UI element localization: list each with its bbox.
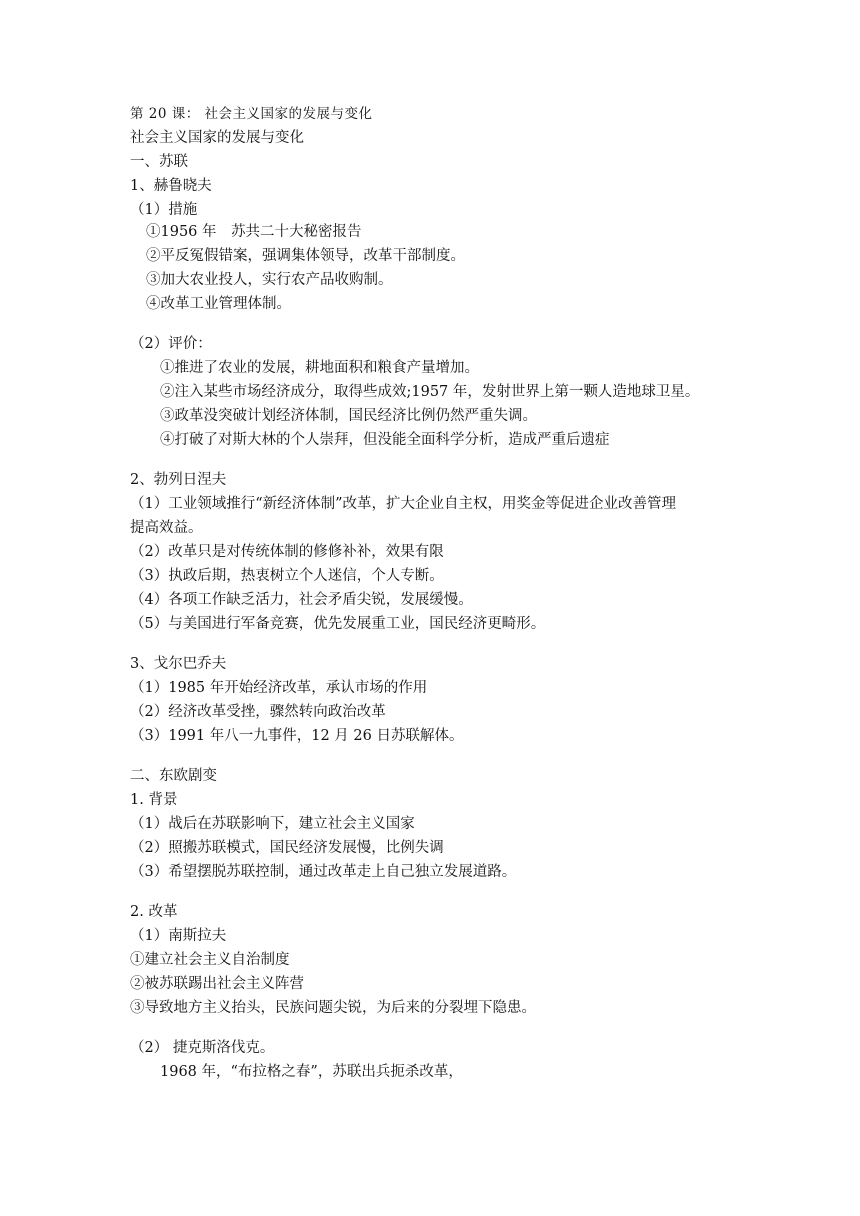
brezhnev-item: （5）与美国进行军备竞赛，优先发展重工业，国民经济更畸形。 xyxy=(130,616,546,632)
yugoslavia-item: ②被苏联踢出社会主义阵营 xyxy=(130,976,304,992)
brezhnev-item: （2）改革只是对传统体制的修修补补，效果有限 xyxy=(130,544,444,560)
czech-title: （2） 捷克斯洛伐克。 xyxy=(130,1040,275,1056)
czech-item: 1968 年，“布拉格之春”，苏联出兵扼杀改革， xyxy=(160,1064,463,1080)
subsection-title-khrushchev: 1、赫鲁晓夫 xyxy=(130,178,212,194)
brezhnev-item: （1）工业领域推行“新经济体制”改革，扩大企业自主权，用奖金等促进企业改善管理 xyxy=(130,496,677,512)
measures-title: （1）措施 xyxy=(130,202,198,218)
document-heading: 社会主义国家的发展与变化 xyxy=(130,130,304,146)
section-title-eastern-europe: 二、东欧剧变 xyxy=(130,768,217,784)
brezhnev-item: 提高效益。 xyxy=(130,520,203,536)
evaluation-item: ②注入某些市场经济成分，取得些成效;1957 年，发射世界上第一颗人造地球卫星。 xyxy=(160,384,700,400)
gorbachev-item: （2）经济改革受挫，骤然转向政治改革 xyxy=(130,704,386,720)
yugoslavia-item: ①建立社会主义自治制度 xyxy=(130,952,290,968)
background-item: （1）战后在苏联影响下，建立社会主义国家 xyxy=(130,816,415,832)
brezhnev-item: （4）各项工作缺乏活力，社会矛盾尖锐，发展缓慢。 xyxy=(130,592,473,608)
gorbachev-item: （1）1985 年开始经济改革，承认市场的作用 xyxy=(130,680,428,696)
subsection-title-gorbachev: 3、戈尔巴乔夫 xyxy=(130,656,227,672)
lesson-title: 第 20 课： 社会主义国家的发展与变化 xyxy=(130,106,373,122)
evaluation-item: ①推进了农业的发展，耕地面积和粮食产量增加。 xyxy=(160,360,479,376)
background-item: （3）希望摆脱苏联控制，通过改革走上自己独立发展道路。 xyxy=(130,864,517,880)
measure-item: ①1956 年 苏共二十大秘密报告 xyxy=(146,224,362,240)
subsection-title-reform: 2. 改革 xyxy=(130,904,178,920)
background-item: （2）照搬苏联模式，国民经济发展慢，比例失调 xyxy=(130,840,444,856)
subsection-title-brezhnev: 2、勃列日涅夫 xyxy=(130,472,227,488)
measure-item: ④改革工业管理体制。 xyxy=(146,296,291,312)
brezhnev-item: （3）执政后期，热衷树立个人迷信，个人专断。 xyxy=(130,568,444,584)
gorbachev-item: （3）1991 年八一九事件，12 月 26 日苏联解体。 xyxy=(130,728,464,744)
evaluation-item: ③政革没突破计划经济体制，国民经济比例仍然严重失调。 xyxy=(160,408,537,424)
evaluation-item: ④打破了对斯大林的个人崇拜，但没能全面科学分析，造成严重后遗症 xyxy=(160,432,610,448)
section-title-ussr: 一、苏联 xyxy=(130,154,188,170)
evaluation-title: （2）评价： xyxy=(130,336,212,352)
measure-item: ③加大农业投人，实行农产品收购制。 xyxy=(146,272,393,288)
subsection-title-background: 1. 背景 xyxy=(130,792,178,808)
yugoslavia-title: （1）南斯拉夫 xyxy=(130,928,227,944)
yugoslavia-item: ③导致地方主义抬头，民族问题尖锐，为后来的分裂埋下隐患。 xyxy=(130,1000,536,1016)
measure-item: ②平反冤假错案，强调集体领导，改革干部制度。 xyxy=(146,248,465,264)
